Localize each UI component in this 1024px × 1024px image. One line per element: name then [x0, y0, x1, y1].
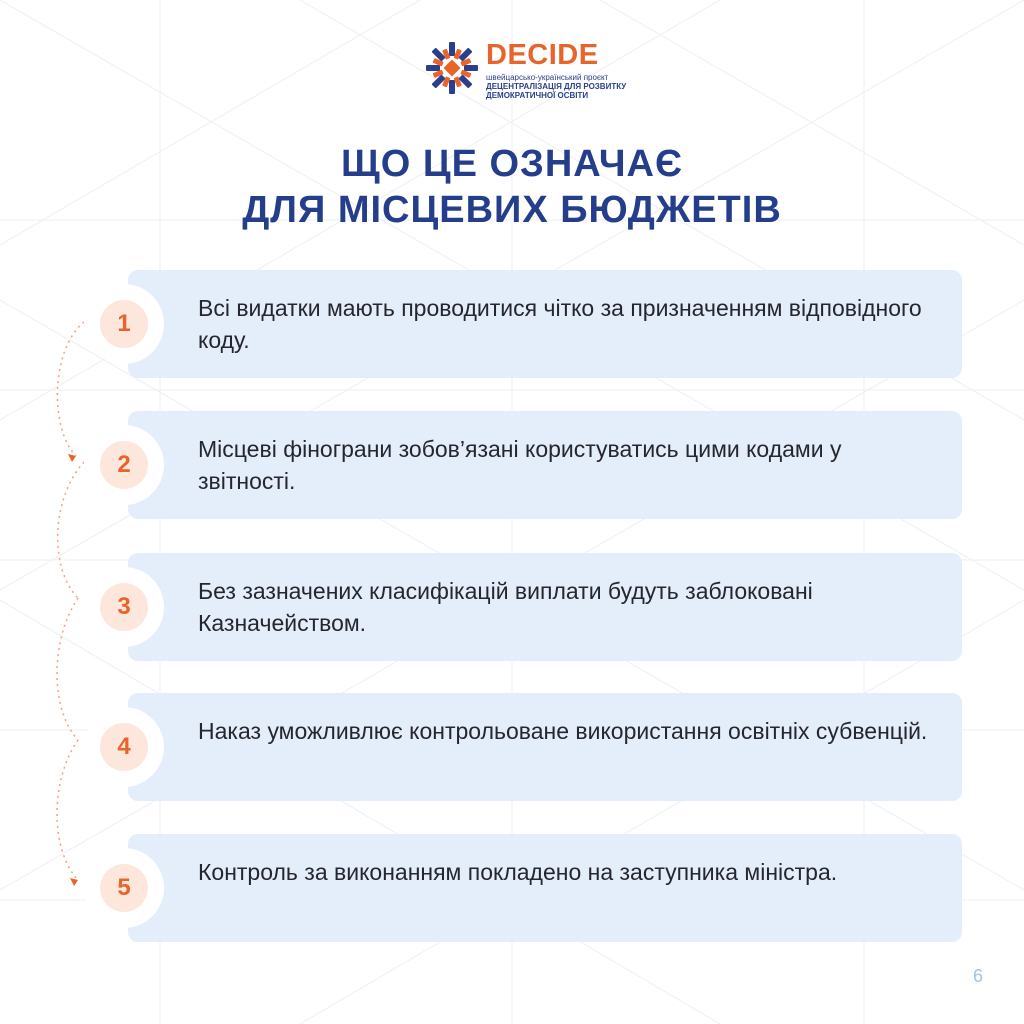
step-number: 4	[100, 723, 148, 771]
list-item-text: Всі видатки мають проводитися чітко за призначенням відповідного коду.	[198, 295, 922, 353]
page-title: ЩО ЦЕ ОЗНАЧАЄ	[340, 143, 684, 185]
logo-wordmark: DECIDE	[486, 39, 599, 71]
step-number: 3	[100, 583, 148, 631]
list-item-text: Наказ уможливлює контрольоване використання освітніх субвенцій.	[198, 718, 928, 744]
snowflake-star-logo-icon	[424, 40, 480, 96]
list-item	[128, 411, 962, 519]
step-number: 5	[100, 864, 148, 912]
step-number-badge	[94, 858, 154, 918]
list-item	[128, 553, 962, 661]
logo-subtitle: швейцарсько-український проєкт	[486, 73, 609, 82]
list-item-text: Контроль за виконанням покладено на заступника міністра.	[198, 859, 838, 885]
list-item-text: Місцеві фінограни зобов’язані користуватись цими кодами у звітності.	[198, 436, 842, 494]
step-number-badge	[94, 294, 154, 354]
logo-subtitle: ДЕЦЕНТРАЛІЗАЦІЯ ДЛЯ РОЗВИТКУ	[486, 82, 627, 91]
step-number-badge	[94, 717, 154, 777]
step-number: 2	[100, 441, 148, 489]
page-title: ДЛЯ МІСЦЕВИХ БЮДЖЕТІВ	[242, 189, 782, 231]
list-item-text: Без зазначених класифікацій виплати будуть заблоковані Казначейством.	[198, 578, 813, 636]
step-number-badge	[94, 577, 154, 637]
logo-subtitle: ДЕМОКРАТИЧНОЇ ОСВІТИ	[486, 91, 589, 100]
list-item	[128, 693, 962, 801]
step-number: 1	[100, 300, 148, 348]
list-item	[128, 834, 962, 942]
decide-logo	[424, 39, 627, 100]
step-number-badge	[94, 435, 154, 495]
list-item	[128, 270, 962, 378]
page-number: 6	[972, 966, 983, 986]
